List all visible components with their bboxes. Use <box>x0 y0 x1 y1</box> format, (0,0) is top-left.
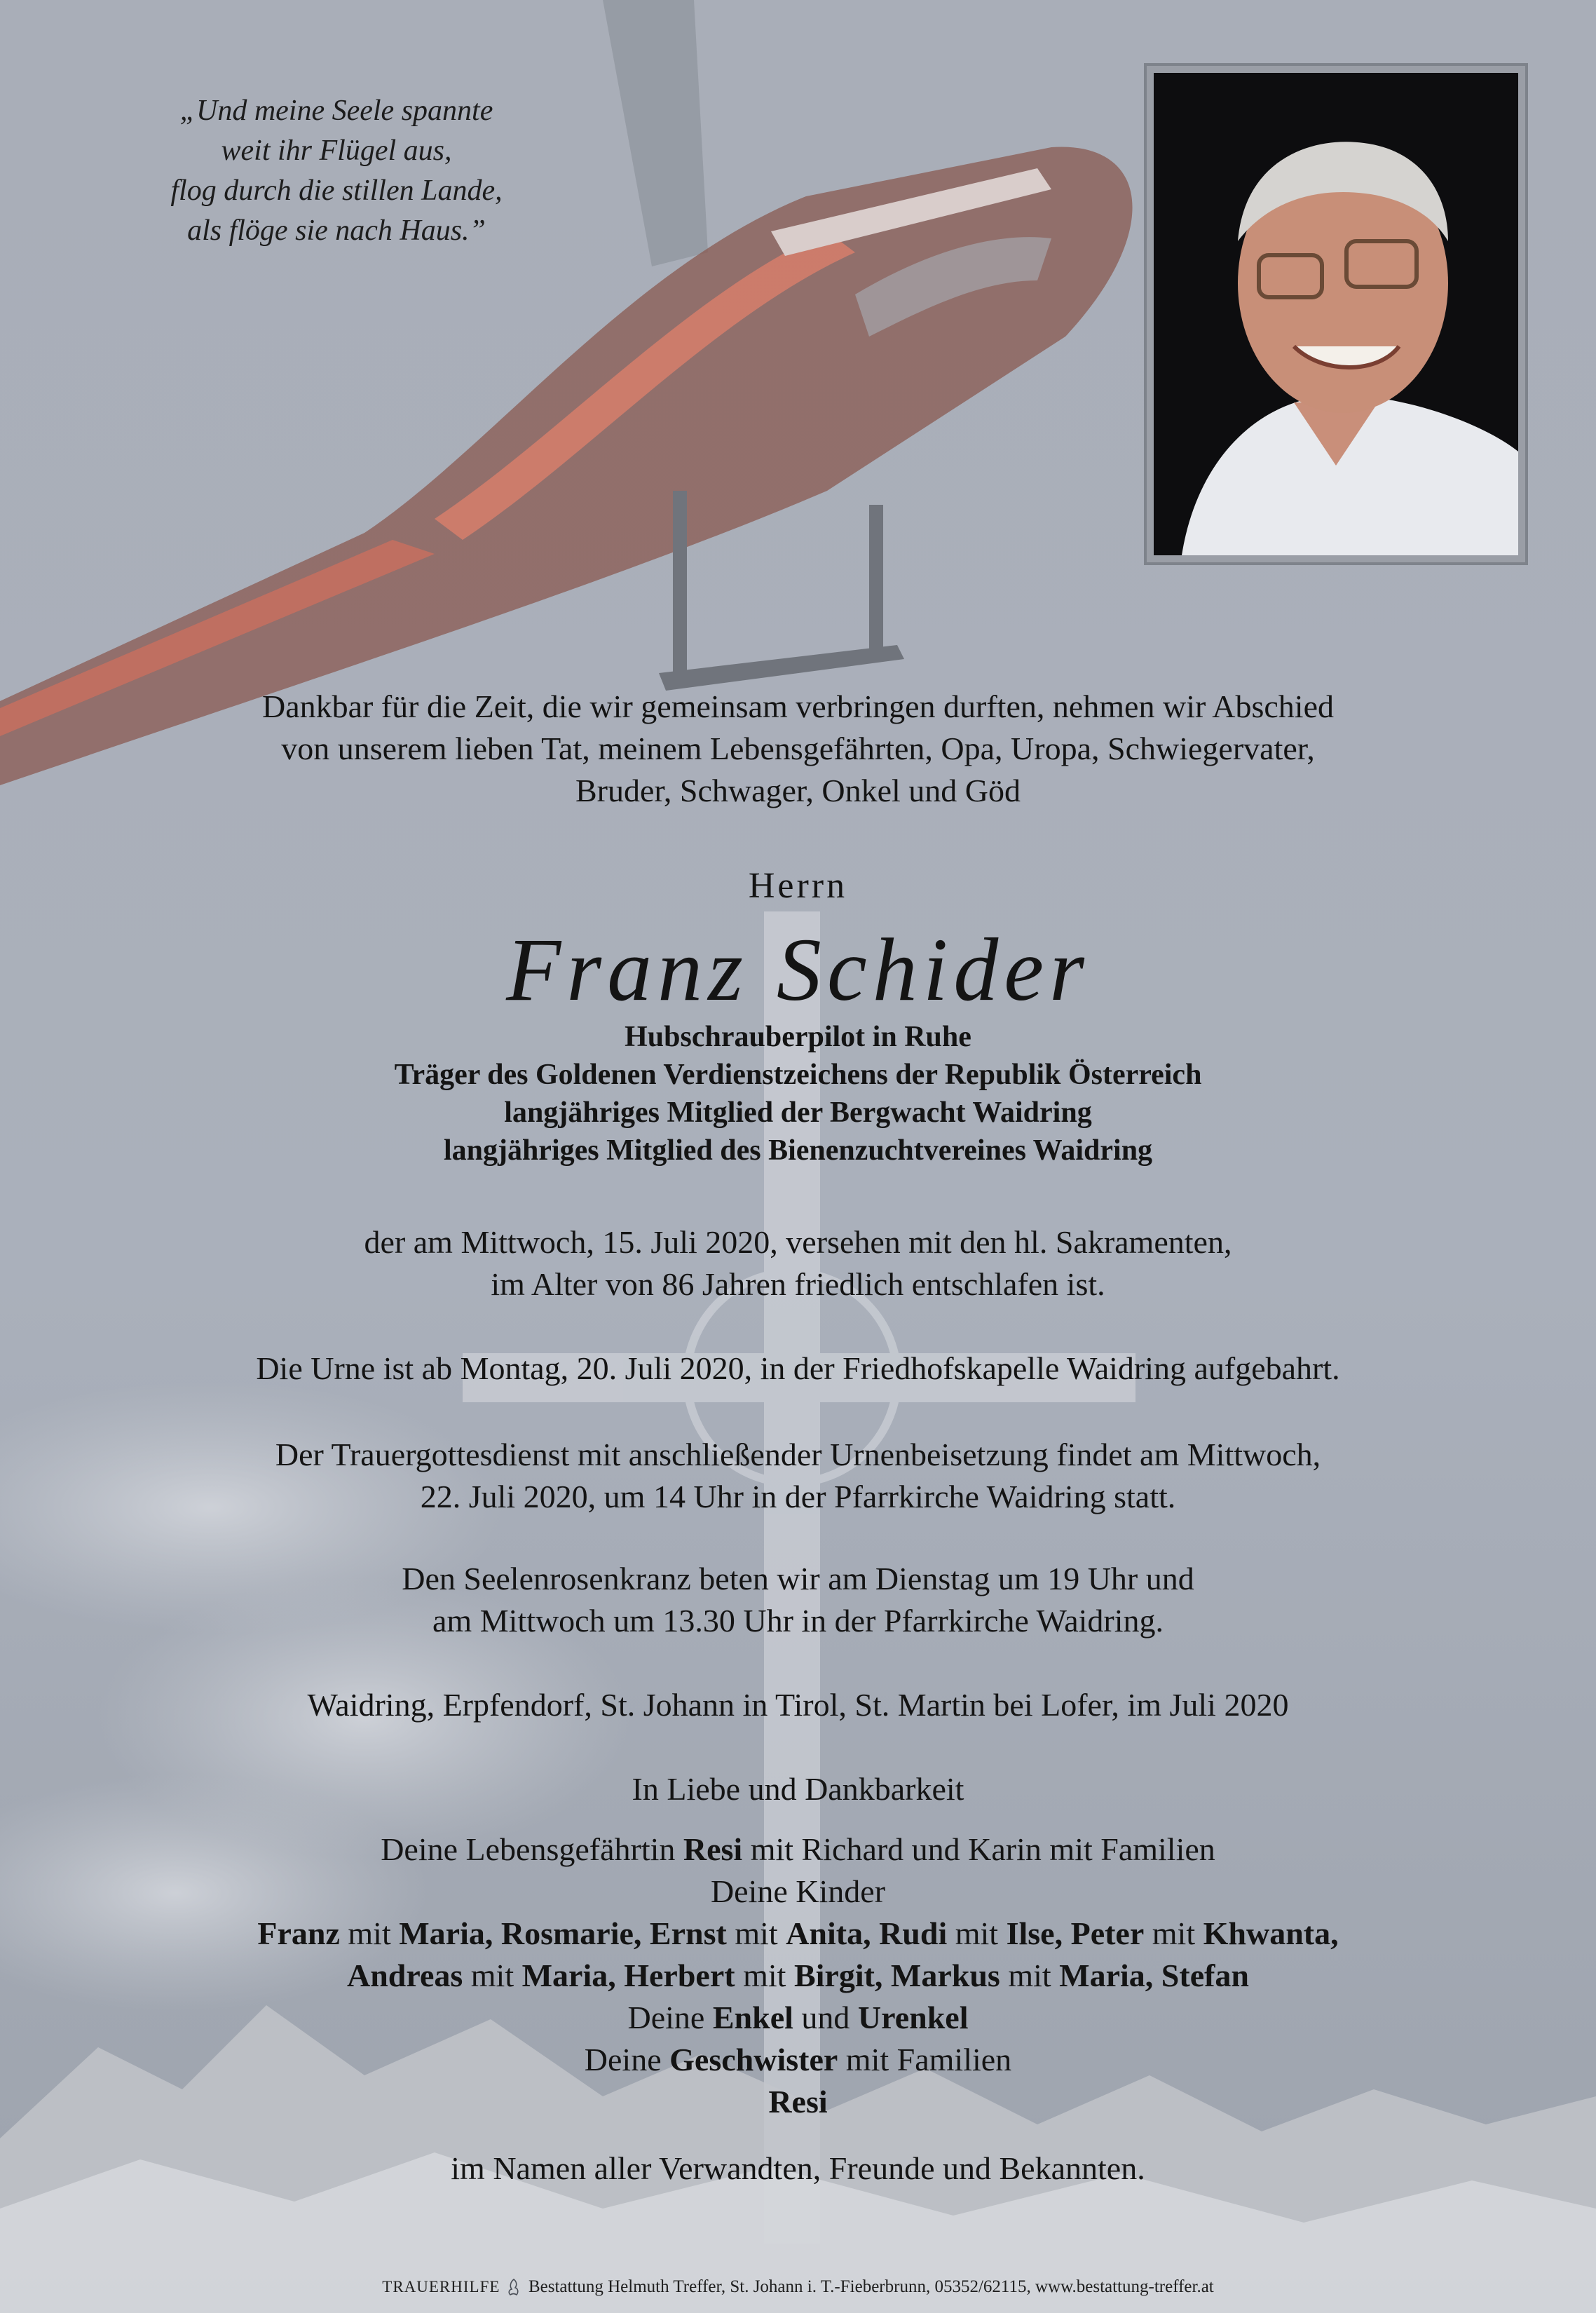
salutation: Herrn <box>748 866 848 906</box>
intro-text <box>0 686 1596 812</box>
honor-line: Hubschrauberpilot in Ruhe <box>625 1021 971 1053</box>
text: mit <box>339 1915 400 1951</box>
name-bold: Maria, Stefan <box>1059 1958 1250 1993</box>
name-bold: Andreas <box>346 1958 463 1993</box>
closing-line: im Namen aller Verwandten, Freunde und Bekannten. <box>451 2150 1145 2186</box>
quote-line: „Und meine Seele spannte <box>179 95 493 127</box>
family-line-resi <box>0 2081 1596 2123</box>
text: mit Familien <box>838 2042 1012 2077</box>
name-bold: Maria, Rosmarie, Ernst <box>399 1915 727 1951</box>
poem-quote <box>140 91 533 251</box>
notice-line: am Mittwoch um 13.30 Uhr in der Pfarrkirche Waidring. <box>432 1603 1164 1639</box>
family-line-children-2 <box>0 1955 1596 1997</box>
text: Deine <box>627 2000 713 2035</box>
notice-line: Der Trauergottesdienst mit anschließender Urnenbeisetzung findet am Mittwoch, <box>275 1437 1321 1472</box>
footer-text: Bestattung Helmuth Treffer, St. Johann i. T.-Fieberbrunn, 05352/62115, www.bestattung-treffer.at <box>528 2277 1214 2296</box>
text: mit <box>1000 1958 1060 1993</box>
family-line-children-heading: Deine Kinder <box>710 1873 886 1909</box>
intro-line: von unserem lieben Tat, meinem Lebensgefährten, Opa, Uropa, Schwiegervater, <box>281 731 1315 766</box>
intro-line: Dankbar für die Zeit, die wir gemeinsam verbringen durften, nehmen wir Abschied <box>261 689 1334 724</box>
name-bold: Resi <box>683 1831 743 1867</box>
notice-line: der am Mittwoch, 15. Juli 2020, versehen mit den hl. Sakramenten, <box>364 1224 1232 1260</box>
dove-icon <box>507 2278 520 2301</box>
quote-line: als flöge sie nach Haus.” <box>187 215 486 247</box>
service-notice <box>0 1434 1596 1518</box>
name-bold: Anita, Rudi <box>786 1915 948 1951</box>
intro-line: Bruder, Schwager, Onkel und Göd <box>575 773 1021 808</box>
name-bold: Urenkel <box>857 2000 969 2035</box>
sign-off: In Liebe und Dankbarkeit <box>632 1771 964 1807</box>
text: Deine Lebensgefährtin <box>381 1831 683 1867</box>
name-bold: Geschwister <box>669 2042 838 2077</box>
deceased-name: Franz Schider <box>506 920 1090 1019</box>
text: Deine <box>584 2042 670 2077</box>
name-bold: Birgit, Markus <box>793 1958 1000 1993</box>
honors-list <box>0 1018 1596 1169</box>
place-date: Waidring, Erpfendorf, St. Johann in Tirol, St. Martin bei Lofer, im Juli 2020 <box>307 1687 1289 1723</box>
honor-line: langjähriges Mitglied des Bienenzuchtvereines Waidring <box>443 1134 1153 1167</box>
text: mit <box>726 1915 786 1951</box>
notice-line: im Alter von 86 Jahren friedlich entschlafen ist. <box>491 1266 1105 1302</box>
text: mit Richard und Karin mit Familien <box>742 1831 1215 1867</box>
family-line-children-1 <box>0 1913 1596 1955</box>
text: und <box>793 2000 858 2035</box>
death-notice <box>0 1221 1596 1305</box>
rosary-notice <box>0 1558 1596 1642</box>
name-bold: Franz <box>257 1915 340 1951</box>
text: mit <box>735 1958 794 1993</box>
text: mit <box>947 1915 1007 1951</box>
footer-brand: TRAUERHILFE <box>382 2278 500 2295</box>
urn-notice: Die Urne ist ab Montag, 20. Juli 2020, in der Friedhofskapelle Waidring aufgebahrt. <box>256 1350 1340 1386</box>
name-bold: Maria, Herbert <box>521 1958 735 1993</box>
notice-line: 22. Juli 2020, um 14 Uhr in der Pfarrkirche Waidring statt. <box>420 1479 1176 1514</box>
footer <box>0 2277 1596 2301</box>
quote-line: weit ihr Flügel aus, <box>221 135 452 167</box>
family-line-partner <box>0 1829 1596 1871</box>
honor-line: langjähriges Mitglied der Bergwacht Waidring <box>504 1097 1092 1129</box>
family-list <box>0 1829 1596 2123</box>
name-bold: Enkel <box>712 2000 793 2035</box>
name-bold: Resi <box>768 2084 828 2119</box>
family-line-grandchildren <box>0 1997 1596 2039</box>
text: mit <box>1144 1915 1203 1951</box>
notice-line: Den Seelenrosenkranz beten wir am Dienstag um 19 Uhr und <box>402 1561 1194 1596</box>
family-line-siblings <box>0 2039 1596 2081</box>
name-bold: Khwanta, <box>1203 1915 1339 1951</box>
text: mit <box>463 1958 522 1993</box>
name-bold: Ilse, Peter <box>1006 1915 1145 1951</box>
portrait-photo <box>1144 63 1528 565</box>
honor-line: Träger des Goldenen Verdienstzeichens der Republik Österreich <box>394 1059 1202 1091</box>
quote-line: flog durch die stillen Lande, <box>170 175 503 207</box>
